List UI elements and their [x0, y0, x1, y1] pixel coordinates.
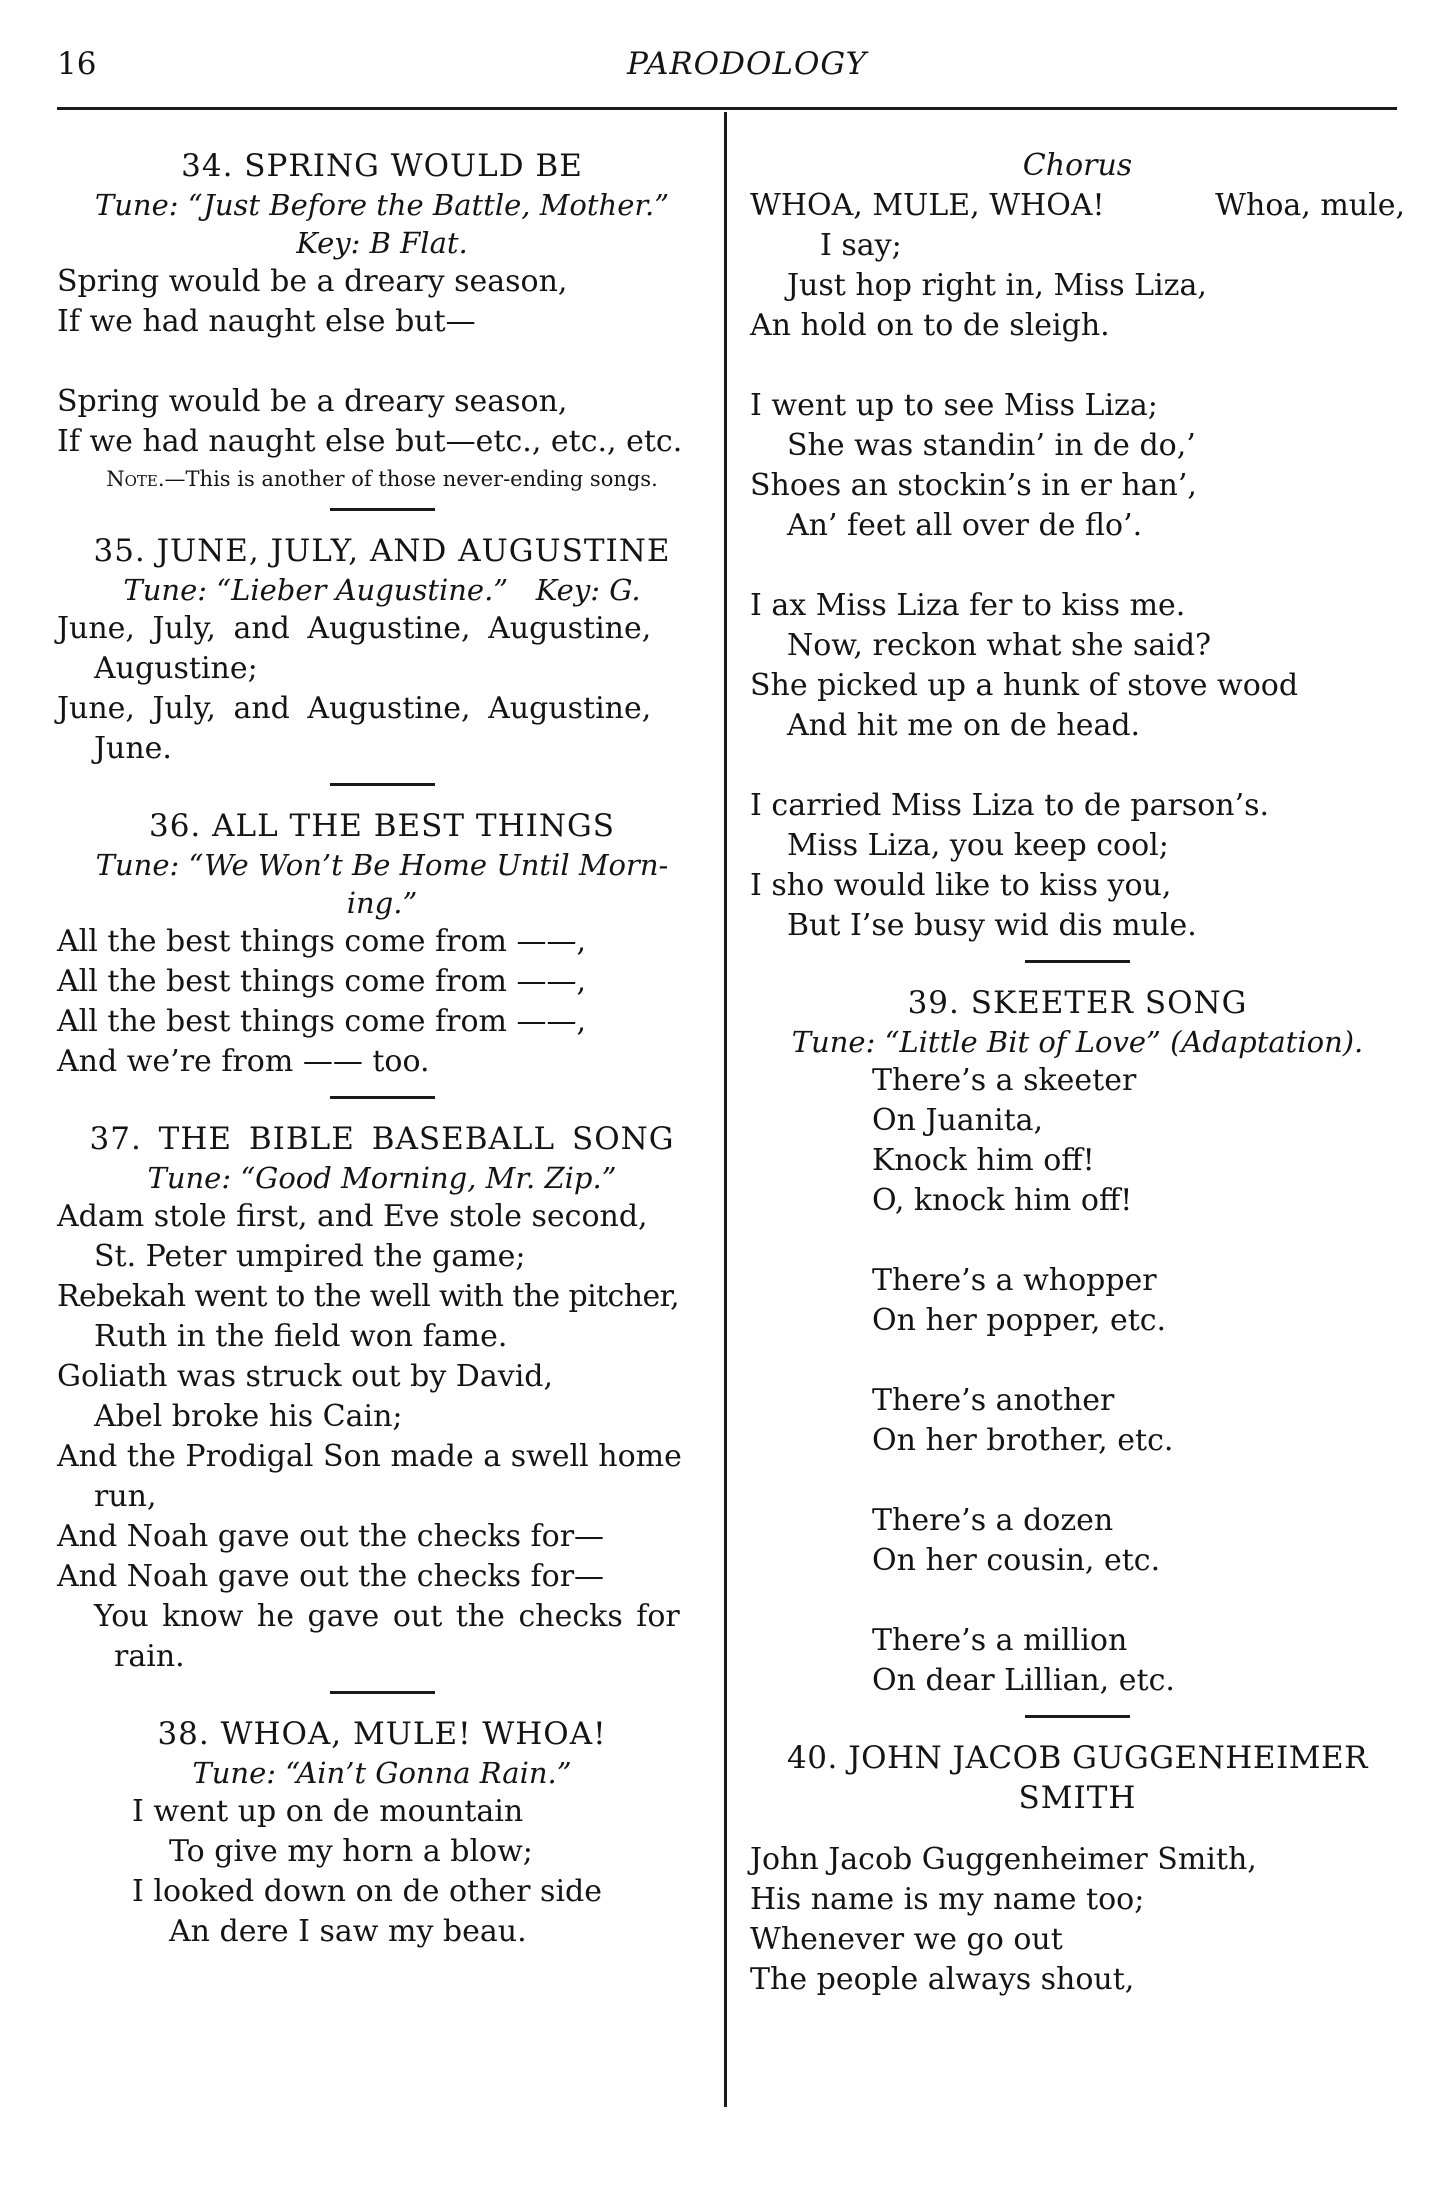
lyric-line: There’s another — [872, 1383, 1115, 1418]
lyric-line: I ax Miss Liza fer to kiss me. — [750, 588, 1186, 623]
lyric-line: Abel broke his Cain; — [94, 1399, 403, 1434]
song-39 — [750, 983, 1405, 1701]
lyric-line: An’ feet all over de flo’. — [787, 508, 1143, 543]
song-title: 35. JUNE, JULY, AND AUGUSTINE — [93, 533, 671, 569]
song-38 — [57, 1714, 707, 1952]
lyric-line: Miss Liza, you keep cool; — [787, 828, 1169, 863]
song-tune: Tune: “Good Morning, Mr. Zip.” — [147, 1161, 617, 1195]
lyric-line: On her brother, etc. — [872, 1423, 1174, 1458]
song-tune: Tune: “Little Bit of Love” (Adaptation). — [791, 1025, 1364, 1059]
song-title: 37. THE BIBLE BASEBALL SONG — [89, 1121, 675, 1157]
lyric-line: You know he gave out the checks for — [94, 1599, 680, 1634]
column-divider — [724, 112, 727, 2107]
song-40 — [750, 1738, 1405, 2000]
note-label: Note. — [106, 467, 165, 491]
stanza-gap — [750, 746, 1405, 786]
lyric-line: His name is my name too; — [750, 1882, 1145, 1917]
lyric-line: On her popper, etc. — [872, 1303, 1167, 1338]
lyric-line: run, — [94, 1479, 157, 1514]
lyric-line: St. Peter umpired the game; — [94, 1239, 526, 1274]
right-column — [750, 146, 1405, 2000]
lyric-line: If we had naught else but—etc., etc., etc. — [57, 424, 683, 459]
lyric-line: I went up to see Miss Liza; — [750, 388, 1158, 423]
lyric-line: Whenever we go out — [750, 1922, 1063, 1957]
lyric-line: I went up on de mountain — [132, 1794, 524, 1829]
song-tune: Tune: “We Won’t Be Home Until Morn- — [95, 848, 669, 882]
lyric-line: Shoes an stockin’s in er han’, — [750, 468, 1197, 503]
section-rule — [1025, 960, 1130, 963]
stanza-gap — [750, 1818, 1405, 1840]
stanza-gap — [872, 1221, 1405, 1261]
left-column — [57, 146, 707, 1952]
lyric-line: An hold on to de sleigh. — [750, 308, 1110, 343]
song-36 — [57, 806, 707, 1082]
song-title: 38. WHOA, MULE! WHOA! — [157, 1716, 607, 1752]
lyric-line: June, July, and Augustine, Augustine, — [57, 691, 652, 726]
lyric-line: Now, reckon what she said? — [787, 628, 1212, 663]
lyric-line: There’s a whopper — [872, 1263, 1157, 1298]
lyric-line: On dear Lillian, etc. — [872, 1663, 1175, 1698]
lyric-line: There’s a dozen — [872, 1503, 1114, 1538]
lyric-line: And Noah gave out the checks for— — [57, 1519, 605, 1554]
lyric-line: Knock him off! — [872, 1143, 1095, 1178]
song-title: 34. SPRING WOULD BE — [181, 148, 583, 184]
lyric-line: If we had naught else but— — [57, 304, 476, 339]
lyric-line: All the best things come from ——, — [57, 924, 587, 959]
lyric-line: Ruth in the field won fame. — [94, 1319, 508, 1354]
lyric-line: Just hop right in, Miss Liza, — [787, 268, 1207, 303]
section-rule — [1025, 1715, 1130, 1718]
song-38-verse-3 — [750, 586, 1405, 746]
lyric-line: Spring would be a dreary season, — [57, 384, 568, 419]
song-34 — [57, 146, 707, 494]
song-tune: Tune: “Just Before the Battle, Mother.” — [94, 188, 670, 222]
lyric-line: On Juanita, — [872, 1103, 1044, 1138]
chorus-line — [750, 186, 1405, 226]
stanza-gap — [750, 546, 1405, 586]
lyric-line: Augustine; — [94, 651, 258, 686]
lyric-line: Goliath was struck out by David, — [57, 1359, 554, 1394]
song-note — [57, 464, 707, 494]
lyric-line: June, July, and Augustine, Augustine, — [57, 611, 652, 646]
note-text: —This is another of those never-ending songs. — [164, 467, 658, 491]
lyric-line: Spring would be a dreary season, — [57, 264, 568, 299]
song-key: Key: B Flat. — [296, 226, 468, 260]
lyric-line: Adam stole first, and Eve stole second, — [57, 1199, 648, 1234]
section-rule — [330, 508, 435, 511]
song-38-verse-2 — [750, 386, 1405, 546]
song-tune: Tune: “Ain’t Gonna Rain.” — [192, 1756, 572, 1790]
lyric-line: There’s a million — [872, 1623, 1128, 1658]
chorus-label: Chorus — [1022, 148, 1133, 183]
song-37 — [57, 1119, 707, 1677]
page-header — [57, 46, 1397, 90]
song-35 — [57, 531, 707, 769]
lyric-line: There’s a skeeter — [872, 1063, 1137, 1098]
lyric-line: All the best things come from ——, — [57, 964, 587, 999]
lyric-line: I sho would like to kiss you, — [750, 868, 1172, 903]
stanza-gap — [57, 342, 707, 382]
lyric-line: And Noah gave out the checks for— — [57, 1559, 605, 1594]
song-tune: Tune: “Lieber Augustine.” Key: G. — [123, 573, 641, 607]
song-title-continued: SMITH — [1018, 1780, 1137, 1816]
lyric-line: She picked up a hunk of stove wood — [750, 668, 1299, 703]
page-number: 16 — [57, 46, 97, 82]
lyric-line: I carried Miss Liza to de parson’s. — [750, 788, 1270, 823]
song-title: 36. ALL THE BEST THINGS — [148, 808, 616, 844]
lyric-line: Rebekah went to the well with the pitcher, — [57, 1279, 680, 1314]
lyric-line: All the best things come from ——, — [57, 1004, 587, 1039]
lyric-line: To give my horn a blow; — [169, 1834, 533, 1869]
lyric-line: And the Prodigal Son made a swell home — [57, 1439, 682, 1474]
section-rule — [330, 783, 435, 786]
song-38-verse-4 — [750, 786, 1405, 946]
lyric-line: And hit me on de head. — [787, 708, 1141, 743]
stanza-gap — [750, 346, 1405, 386]
lyric-line: On her cousin, etc. — [872, 1543, 1161, 1578]
song-tune-continued: ing.” — [346, 886, 418, 920]
header-rule — [57, 107, 1397, 110]
lyric-line: John Jacob Guggenheimer Smith, — [750, 1842, 1257, 1877]
song-title: 39. SKEETER SONG — [907, 985, 1248, 1021]
lyric-line: June. — [94, 731, 172, 766]
running-title: PARODOLOGY — [626, 46, 868, 82]
chorus-line-left: WHOA, MULE, WHOA! — [750, 188, 1105, 223]
section-rule — [330, 1691, 435, 1694]
stanza-gap — [872, 1341, 1405, 1381]
lyric-line: I say; — [820, 228, 902, 263]
lyric-line: An dere I saw my beau. — [169, 1914, 527, 1949]
lyric-line: The people always shout, — [750, 1962, 1135, 1997]
lyric-line: I looked down on de other side — [132, 1874, 603, 1909]
lyric-line: And we’re from —— too. — [57, 1044, 430, 1079]
song-title: 40. JOHN JACOB GUGGENHEIMER — [787, 1740, 1368, 1776]
lyric-line: O, knock him off! — [872, 1183, 1133, 1218]
lyric-line: She was standin’ in de do,’ — [787, 428, 1196, 463]
stanza-gap — [872, 1461, 1405, 1501]
chorus-line-right: Whoa, mule, — [1215, 188, 1405, 223]
song-38-chorus — [750, 146, 1405, 346]
lyric-line: But I’se busy wid dis mule. — [787, 908, 1197, 943]
poem-block — [750, 1061, 1405, 1701]
lyric-line: rain. — [114, 1639, 185, 1674]
stanza-gap — [872, 1581, 1405, 1621]
section-rule — [330, 1096, 435, 1099]
lyric-block — [57, 1792, 707, 1952]
